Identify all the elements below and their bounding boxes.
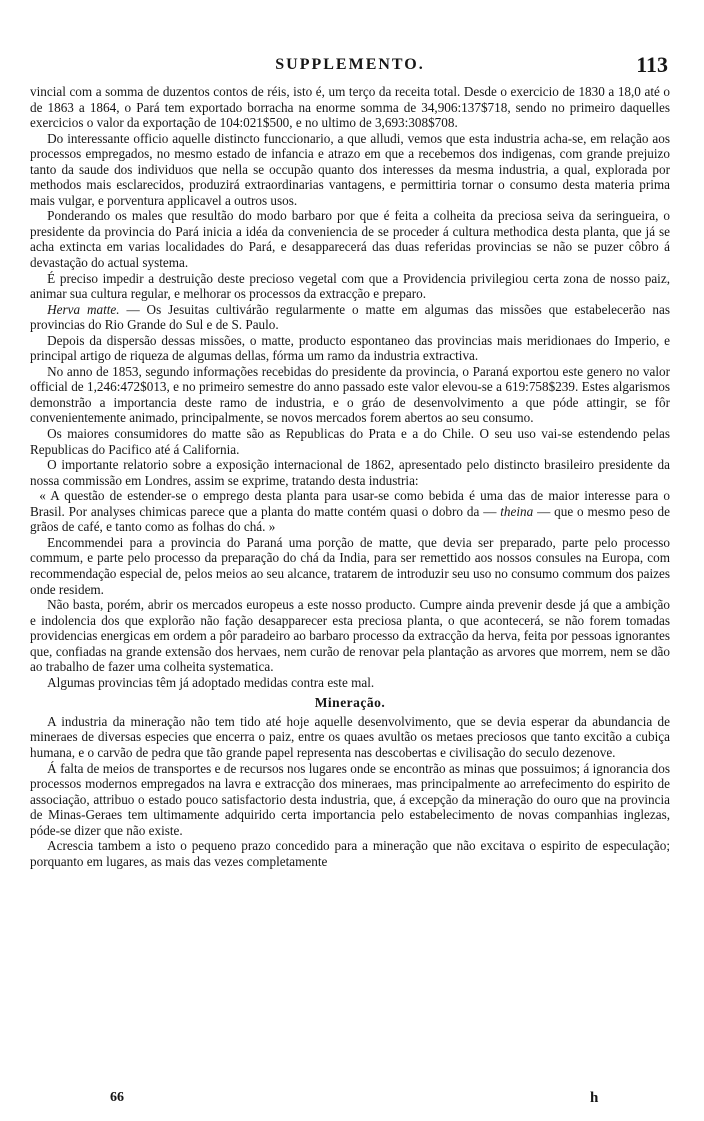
paragraph: Ponderando os males que resultão do modo barbaro por que é feita a colheita da preciosa seiva da seringueira, o presidente da provincia do Pará inicia a idéa da conveniencia de se proceder á cultura methodica desta planta, que já se acha extincta em varias localidades do Pará, e desapparecerá das duas referidas provincias se não se puzer côbro á devastação do actual systema. — [30, 208, 670, 271]
document-page — [30, 52, 670, 1112]
section-heading: Mineração. — [314, 695, 386, 711]
quote-text-b: — que o mesmo peso de grãos de café, e tanto como as folhas do chá. » — [30, 503, 670, 535]
sheet-mark: h — [590, 1090, 599, 1106]
paragraph: É preciso impedir a destruição deste precioso vegetal com que a Providencia privilegiou certa zona de nosso paiz, animar sua cultura regular, e melhorar os processos da extracção e preparo. — [30, 270, 670, 302]
page-body — [30, 84, 670, 869]
quote-text-a: « A questão de estender-se o emprego desta planta para usar-se como bebida é uma das de maior interesse para o Brasil. Por analyses chimicas parece que a planta do matte contém quasi o dobro da — — [30, 488, 670, 519]
quotation — [30, 488, 670, 535]
herva-matte-text: — Os Jesuitas cultivárão regularmente o matte em algumas das missões que estabelecerão nas provincias do Rio Grande do Sul e de S. Paulo. — [30, 301, 670, 333]
paragraph: Á falta de meios de transportes e de recursos nos lugares onde se encontrão as minas que possuimos; á ignorancia dos processos modernos empregados na lavra e extracção dos mineraes, mas principalmente ao arrefecimento do espirito de associação, attribuo o estado pouco satisfactorio desta industria, que, á excepção da mineração do ouro que na provincia de Minas-Geraes tem ultimamente adquirido certa importancia pelo estabelecimento de novas companhias inglezas, póde-se dizer que não existe. — [30, 760, 670, 838]
paragraph: Acrescia tambem a isto o pequeno prazo concedido para a mineração que não excitava o espirito de especulação; porquanto em lugares, as mais das vezes completamente — [30, 838, 670, 869]
paragraph: O importante relatorio sobre a exposição internacional de 1862, apresentado pelo distincto brasileiro presidente da nossa commissão em Londres, assim se exprime, tratando desta industria: — [30, 457, 670, 488]
page-footer — [30, 1090, 670, 1112]
quote-theina: theina — [500, 503, 534, 519]
paragraph: Algumas provincias têm já adoptado medidas contra este mal. — [47, 674, 375, 690]
herva-matte-title: Herva matte. — [47, 301, 120, 317]
paragraph: A industria da mineração não tem tido até hoje aquelle desenvolvimento, que se devia esperar da abundancia de mineraes de diversas especies que encerra o paiz, entre os quaes avultão os metaes preciosos que tanto excitão a cubiça humana, e o carvão de pedra que tão grande papel representa nas descobertas e civilisação do seculo dezenove. — [30, 713, 670, 760]
paragraph-herva-matte — [30, 302, 670, 333]
paragraph: vincial com a somma de duzentos contos de réis, isto é, um terço da receita total. Desde o exercicio de 1830 a 18,0 até o de 1863 a 1864, o Pará tem exportado borracha na enorme somma de 34,906:137$718, sendo no primeiro daquelles exercicios o valor da exportação de 104:021$500, e no ultimo de 3,693:308$708. — [30, 84, 670, 131]
paragraph: Encommendei para a provincia do Paraná uma porção de matte, que devia ser preparado, parte pelo processo commum, e parte pelo processo da preparação do chá da India, para ser remettido aos nossos consules na Europa, com recommendação especial de, pelos meios ao seu alcance, tratarem de introduzir seu uso no consumo commum dos paizes onde residem. — [30, 534, 670, 597]
page-number: 113 — [636, 52, 668, 77]
running-title: SUPPLEMENTO. — [275, 56, 425, 73]
signature-mark: 66 — [110, 1090, 124, 1105]
page-header — [30, 52, 670, 82]
paragraph: Depois da dispersão dessas missões, o matte, producto espontaneo das provincias mais meridionaes do Imperio, e principal artigo de riqueza de algumas dellas, fórma um ramo da industria extractiva. — [30, 332, 670, 364]
paragraph: Do interessante officio aquelle distincto funccionario, a que alludi, vemos que esta industria acha-se, em relação aos processos empregados, no mesmo estado de infancia e atrazo em que a recebemos dos indigenas, com grande prejuizo tanto da saude dos individuos que nella se occupão quanto dos interesses da mesma industria, a qual, explorada por methodos mais esclarecidos, produzirá extraordinarias vantagens, e permittiria tornar o consumo desta materia prima mais vulgar, e porventura applicavel a outros usos. — [30, 130, 670, 208]
paragraph: Os maiores consumidores do matte são as Republicas do Prata e a do Chile. O seu uso vai-se estendendo pelas Republicas do Pacifico até á California. — [30, 426, 670, 457]
paragraph: Não basta, porém, abrir os mercados europeus a este nosso producto. Cumpre ainda prevenir desde já que a ambição e indolencia dos que explorão não fação desapparecer esta preciosa planta, o que acontecerá, se não forem tomadas providencias energicas em ordem a pôr paradeiro ao barbaro processo da extracção da herva, feita por pessoas ignorantes que, confiadas na grande extensão dos hervaes, nem curão de renovar pela plantação as arvores que morrem, nem se dão ao trabalho de fazer uma colheita systematica. — [30, 597, 670, 675]
paragraph: No anno de 1853, segundo informações recebidas do presidente da provincia, o Paraná exportou este genero no valor official de 1,246:472$013, e no primeiro semestre do anno passado este valor elevou-se a 619:758$239. Estes algarismos demonstrão a importancia deste ramo de industria, e o gráo de desenvolvimento a que póde attingir, se fôr convenientemente animado, principalmente, se novos mercados forem abertos ao seu consumo. — [30, 363, 670, 426]
